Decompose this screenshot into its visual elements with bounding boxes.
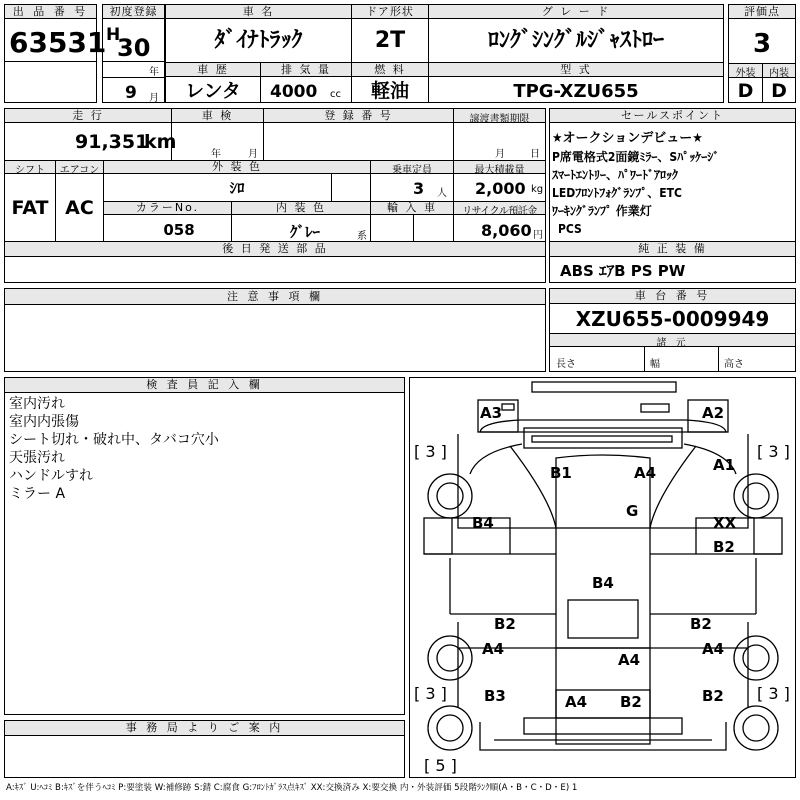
door-label: ドア形状 xyxy=(366,5,414,18)
mark-a4-tail: A4 xyxy=(565,693,588,711)
displacement-unit: cc xyxy=(330,89,341,100)
mark-a4-rear-right: A4 xyxy=(702,640,725,658)
grade: ﾛﾝｸﾞｼﾝｸﾞﾙｼﾞｬｽﾄﾛｰ xyxy=(487,28,664,53)
mark-g-windshield: G xyxy=(626,502,639,520)
tire-rear-right: [ 3 ] xyxy=(757,684,790,703)
sales-point-3: ｽﾏｰﾄｴﾝﾄﾘｰ、ﾊﾟﾜｰﾄﾞｱﾛｯｸ xyxy=(552,168,679,182)
sales-point-6: PCS xyxy=(558,222,582,236)
mark-b4-roof: B4 xyxy=(592,574,614,592)
capacity-label: 乗車定員 xyxy=(392,165,432,176)
inspector-note-5: ハンドルすれ xyxy=(9,468,93,484)
inspector-note-4: 天張汚れ xyxy=(9,450,65,466)
displacement-label: 排 気 量 xyxy=(281,63,331,76)
first-registration-label: 初度登録 xyxy=(103,5,164,19)
sales-point-2: P席電格式2面鏡ﾐﾗｰ、Sﾊﾟｯｹｰｼﾞ xyxy=(552,150,720,164)
inspection-label: 車 検 xyxy=(201,109,234,122)
model-code: TPG-XZU655 xyxy=(513,81,639,102)
mileage: 91,351 xyxy=(75,131,149,153)
registration-month: 9 xyxy=(125,83,137,103)
lot-number-box xyxy=(4,4,107,103)
transfer-day-unit: 日 xyxy=(530,149,540,160)
sales-point-5: ﾜｰｷﾝｸﾞﾗﾝﾌﾟ 作業灯 xyxy=(552,204,652,218)
recycle-deposit-label: リサイクル預託金 xyxy=(462,206,537,217)
mark-b2-tail: B2 xyxy=(620,693,642,711)
score-box xyxy=(728,4,796,103)
inspection-month-unit: 月 xyxy=(248,149,258,160)
transfer-month-unit: 月 xyxy=(495,149,505,160)
mark-a4-hood: A4 xyxy=(634,464,657,482)
color-number: 058 xyxy=(163,221,195,239)
vehicle-header-box xyxy=(165,4,724,103)
registration-number-label: 登 録 番 号 xyxy=(324,109,393,122)
max-load-label: 最大積載量 xyxy=(474,165,525,176)
height-label: 高さ xyxy=(724,359,744,370)
lot-number-label: 出 品 番 号 xyxy=(5,5,96,19)
sales-points-box xyxy=(549,108,796,283)
mark-b1-hood: B1 xyxy=(550,464,572,482)
exterior-color: ｼﾛ xyxy=(229,179,245,197)
exterior-grade: D xyxy=(737,80,754,102)
exterior-label: 外装 xyxy=(735,68,756,79)
spare-tire: [ 5 ] xyxy=(424,756,457,775)
chassis-box xyxy=(549,288,796,372)
capacity-unit: 人 xyxy=(437,188,447,199)
mark-b3-rear-left: B3 xyxy=(484,687,506,705)
vehicle-diagram xyxy=(409,377,796,778)
sales-point-1: ★オークションデビュー★ xyxy=(552,131,703,146)
chassis-label: 車 台 番 号 xyxy=(550,289,795,304)
shift-label: シフト xyxy=(15,165,45,176)
sales-point-4: LEDﾌﾛﾝﾄﾌｫｸﾞﾗﾝﾌﾟ、ETC xyxy=(552,186,682,200)
registration-year: 30 xyxy=(117,34,151,62)
inspector-note-6: ミラー A xyxy=(9,486,66,502)
mark-a4-rear-left: A4 xyxy=(482,640,505,658)
fuel: 軽油 xyxy=(370,80,409,102)
legend: A:ｷｽﾞ U:ﾍｺﾐ B:ｷｽﾞを伴うﾍｺﾐ P:要塗装 W:補修跡 S:錆 C:腐食 G:ﾌﾛﾝﾄｶﾞﾗｽ点ｷｽﾞ XX:交換済み X:要交換 内・外装評価 5段階ﾗﾝｸ順(A・B・C・D・E) 1 xyxy=(6,783,578,793)
capacity: 3 xyxy=(413,179,425,198)
inspector-note-3: シート切れ・破れ中、タバコ穴小 xyxy=(9,432,219,448)
inspector-box xyxy=(4,377,405,715)
car-history: レンタ xyxy=(185,80,241,102)
inspector-note-2: 室内内張傷 xyxy=(9,414,79,430)
mark-a3-mirror-left: A3 xyxy=(480,404,503,422)
notes-box xyxy=(4,288,546,372)
office-box xyxy=(4,720,405,778)
max-load: 2,000 xyxy=(475,179,526,198)
mark-a1-front-right: A1 xyxy=(713,456,736,474)
shift: FAT xyxy=(11,197,49,219)
dimensions-label: 諸 元 xyxy=(656,338,689,349)
import-label: 輸 入 車 xyxy=(387,201,437,214)
era: H xyxy=(106,25,121,45)
mark-xx-door-right: XX xyxy=(713,514,737,532)
mark-a2-mirror-right: A2 xyxy=(702,404,725,422)
score-label: 評価点 xyxy=(729,5,795,19)
interior-color: ｸﾞﾚｰ xyxy=(289,223,320,241)
tire-front-left: [ 3 ] xyxy=(414,442,447,461)
mark-b2-rear-right: B2 xyxy=(702,687,724,705)
office-label: 事 務 局 よ り ご 案 内 xyxy=(5,721,404,736)
model-label: 型 式 xyxy=(560,63,592,76)
mark-a4-bed: A4 xyxy=(618,651,641,669)
fuel-label: 燃 料 xyxy=(374,63,406,76)
inspection-year-unit: 年 xyxy=(211,149,221,160)
equipment-label: 純 正 装 備 xyxy=(638,242,707,255)
inspector-label: 検 査 員 記 入 欄 xyxy=(5,378,404,393)
ac-label: エアコン xyxy=(59,165,100,176)
interior-color-unit: 系 xyxy=(357,231,367,242)
equipment: ABS ｴｱB PS PW xyxy=(560,262,686,280)
length-label: 長さ xyxy=(556,359,576,370)
month-unit: 月 xyxy=(149,93,159,104)
interior-grade: D xyxy=(771,80,787,102)
max-load-unit: kg xyxy=(531,184,544,195)
mileage-unit: km xyxy=(144,131,177,153)
mark-b2-side-left: B2 xyxy=(494,615,516,633)
door-type: 2T xyxy=(374,28,406,53)
recycle-deposit: 8,060 xyxy=(481,221,532,240)
later-parts-label: 後 日 発 送 部 品 xyxy=(222,242,328,255)
interior-label: 内装 xyxy=(769,68,789,79)
tire-front-right: [ 3 ] xyxy=(757,442,790,461)
car-name-label: 車 名 xyxy=(242,5,275,18)
score: 3 xyxy=(752,29,772,59)
exterior-color-label: 外 装 色 xyxy=(212,160,262,173)
color-number-label: カラーNo. xyxy=(135,201,200,214)
car-name: ﾀﾞｲﾅﾄﾗｯｸ xyxy=(214,28,303,53)
tire-rear-left: [ 3 ] xyxy=(414,684,447,703)
recycle-deposit-unit: 円 xyxy=(533,230,543,241)
air-conditioner: AC xyxy=(65,197,94,219)
interior-color-label: 内 装 色 xyxy=(276,201,326,214)
sales-points-label: セールスポイント xyxy=(550,109,795,123)
transfer-deadline-label: 譲渡書類期限 xyxy=(469,114,530,125)
width-label: 幅 xyxy=(650,359,660,370)
inspector-note-1: 室内汚れ xyxy=(9,396,65,412)
first-registration-box xyxy=(102,4,165,103)
lot-number: 63531 xyxy=(9,26,107,59)
chassis-number: XZU655-0009949 xyxy=(575,307,770,331)
grade-label: グ レ ー ド xyxy=(541,5,611,18)
displacement: 4000 xyxy=(270,82,318,102)
mileage-label: 走 行 xyxy=(72,109,104,122)
mark-b4-door-left: B4 xyxy=(472,514,494,532)
mark-b2-side-right: B2 xyxy=(690,615,712,633)
year-unit: 年 xyxy=(149,67,159,78)
notes-label: 注 意 事 項 欄 xyxy=(5,289,545,305)
info-table xyxy=(4,108,546,283)
history-label: 車 歴 xyxy=(197,63,229,76)
mark-b2-door-right: B2 xyxy=(713,538,735,556)
